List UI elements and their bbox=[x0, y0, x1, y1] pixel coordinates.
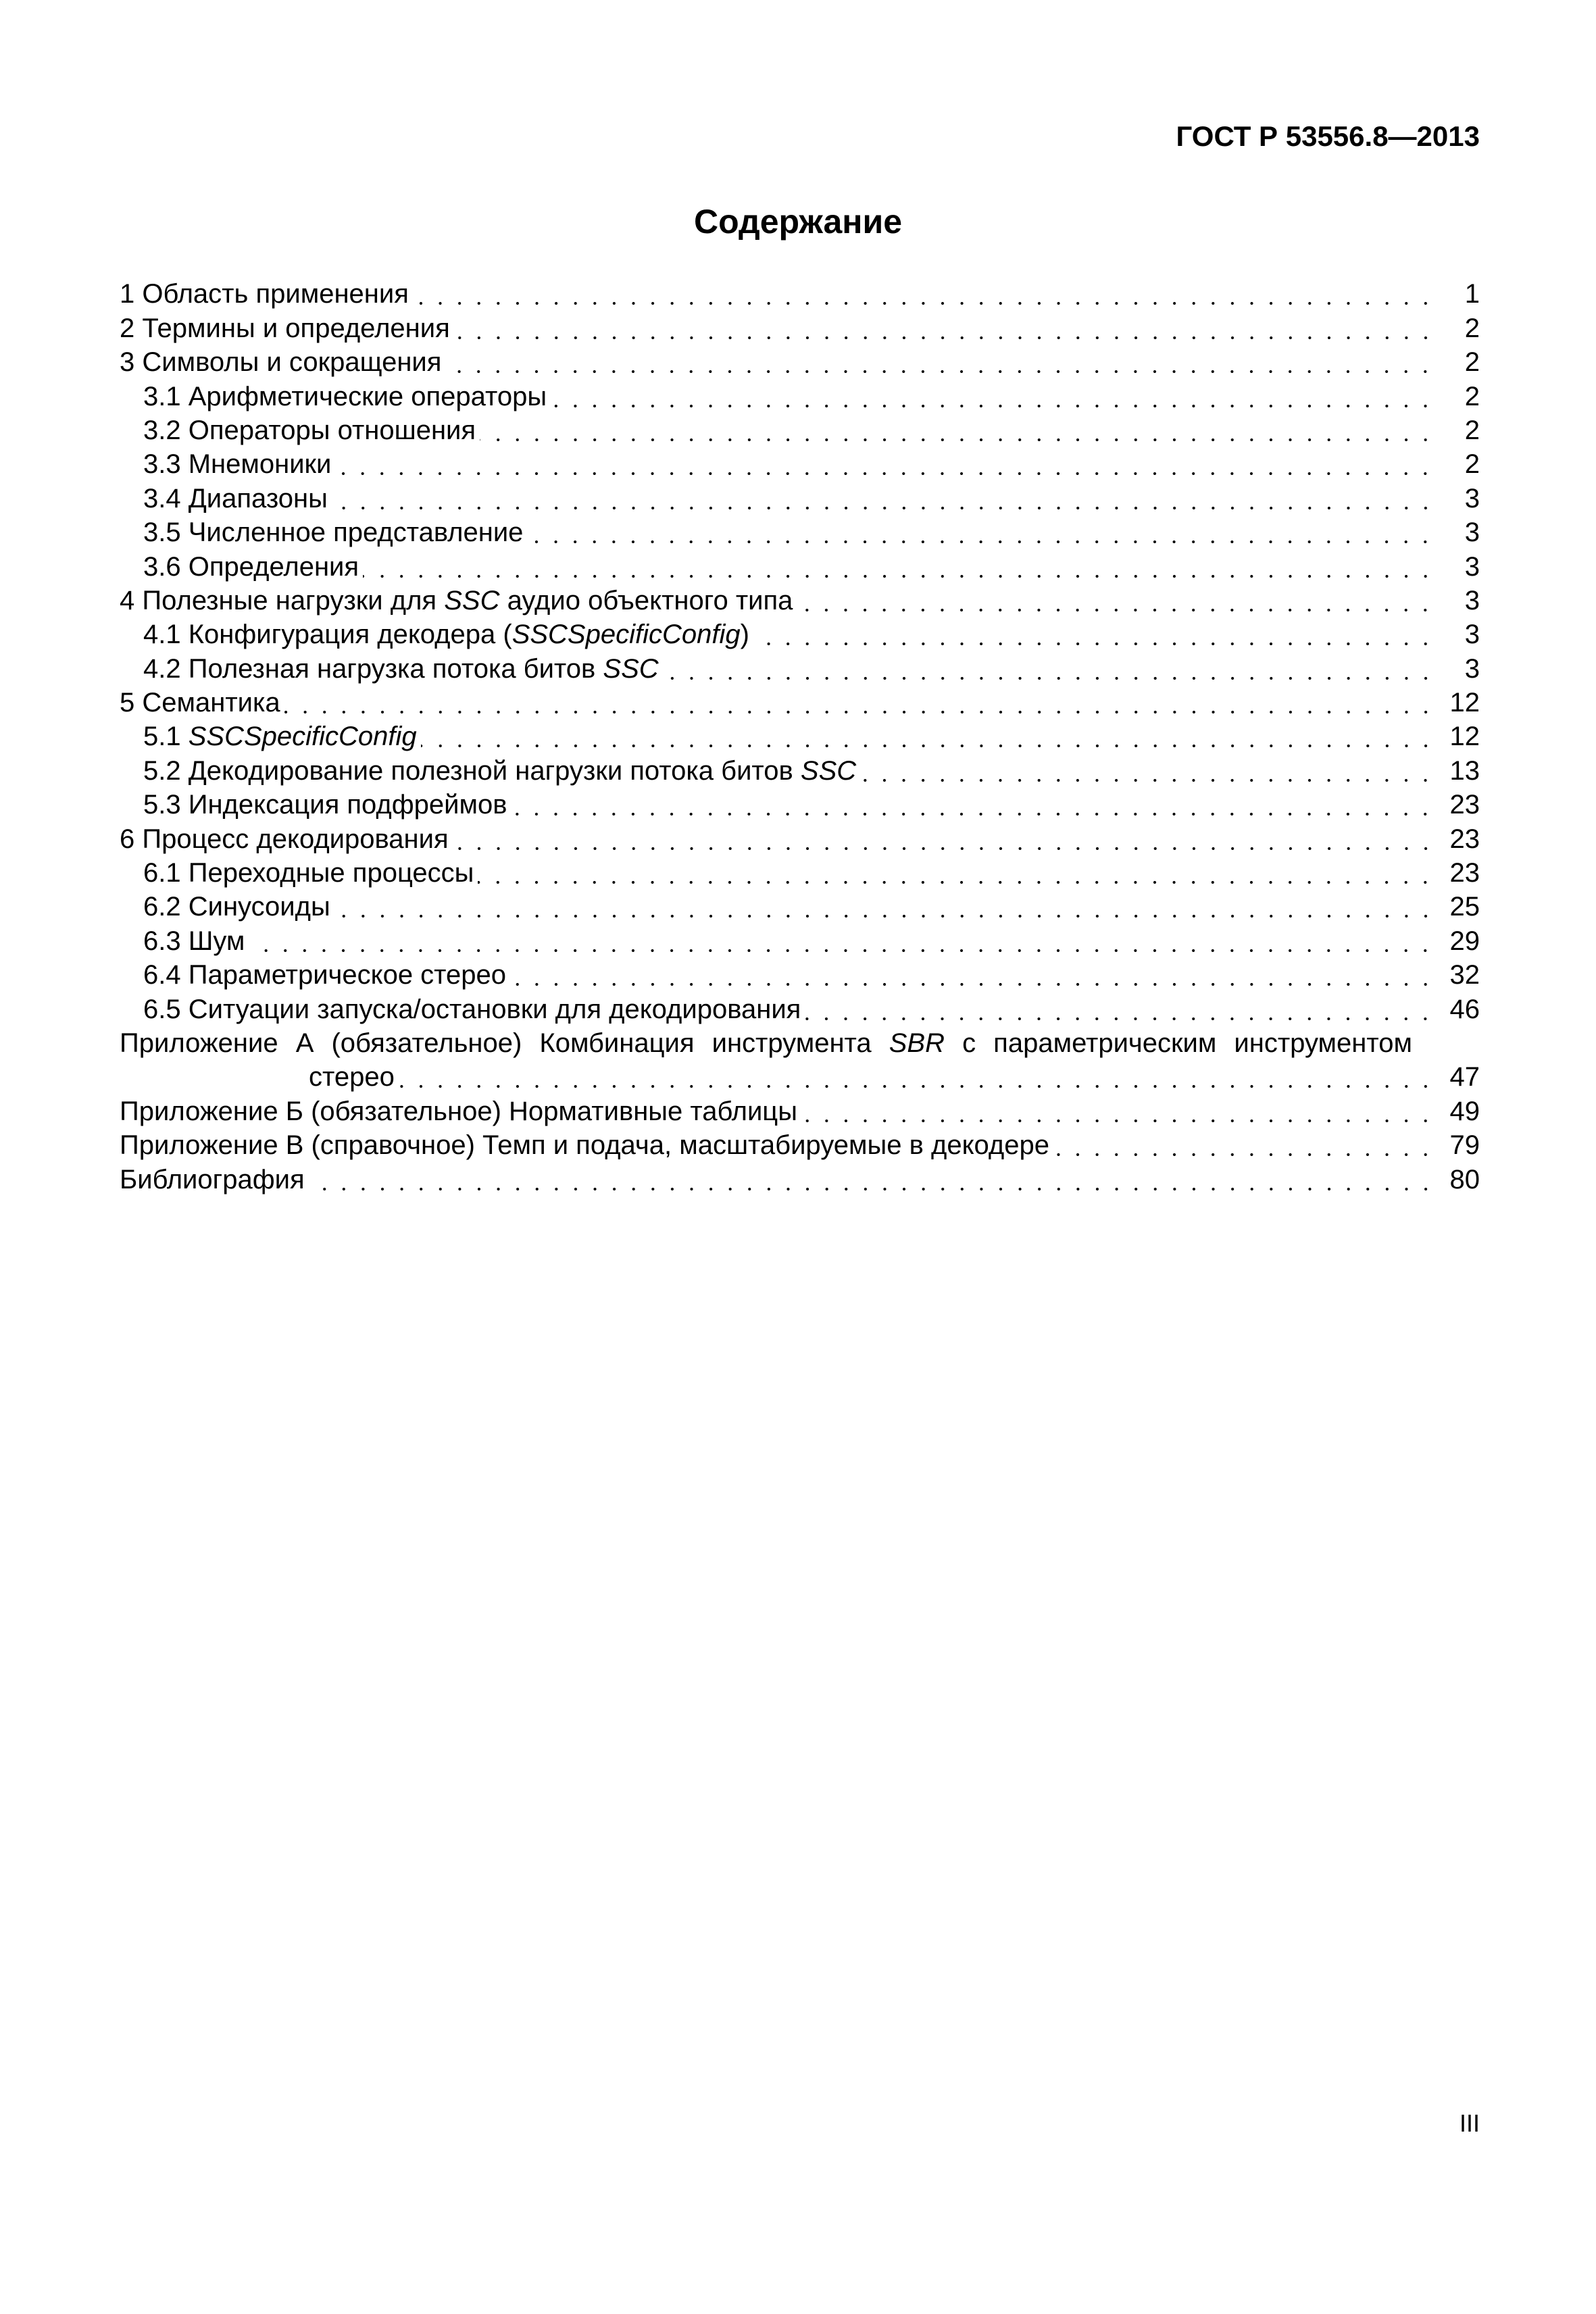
toc-entry-page: 2 bbox=[1464, 381, 1480, 411]
dot-leader bbox=[753, 618, 1435, 651]
dot-leader bbox=[249, 924, 1435, 958]
dot-leader bbox=[284, 686, 1435, 720]
dot-leader bbox=[797, 584, 1435, 618]
toc-entry-label: 3.2 Операторы отношения bbox=[143, 415, 476, 445]
toc-entry-page: 2 bbox=[1464, 449, 1480, 480]
toc-entry-page: 29 bbox=[1449, 926, 1480, 956]
toc-entry[interactable] bbox=[120, 618, 1480, 651]
toc-entry-page: 3 bbox=[1464, 585, 1480, 615]
dot-leader bbox=[480, 413, 1435, 447]
toc-entry[interactable] bbox=[120, 822, 1480, 855]
toc-entry-label: 6.4 Параметрическое стерео bbox=[143, 960, 507, 990]
toc-entry-page: 13 bbox=[1449, 755, 1480, 786]
toc-entry[interactable] bbox=[120, 720, 1480, 753]
toc-entry[interactable] bbox=[120, 481, 1480, 515]
standard-designation: ГОСТ Р 53556.8—2013 bbox=[1176, 120, 1480, 152]
toc-entry-label: 3 Символы и сокращения bbox=[120, 347, 442, 378]
toc-entry-page: 49 bbox=[1449, 1096, 1480, 1126]
toc-entry-label: Приложение А (обязательное) Комбинация инструмента SBR с параметрическим инструментом bbox=[120, 1028, 1412, 1058]
toc-entry[interactable] bbox=[120, 1162, 1480, 1196]
table-of-contents bbox=[120, 277, 1480, 1197]
toc-entry-page: 23 bbox=[1449, 858, 1480, 888]
dot-leader bbox=[527, 515, 1435, 549]
toc-entry-label: 3.6 Определения bbox=[143, 551, 359, 582]
toc-entry[interactable] bbox=[120, 345, 1480, 379]
dot-leader bbox=[551, 380, 1435, 413]
toc-entry-label: 5.3 Индексация подфреймов bbox=[143, 790, 507, 820]
toc-entry-label: 6.3 Шум bbox=[143, 926, 245, 956]
toc-entry-label: 5 Семантика bbox=[120, 688, 280, 718]
toc-entry[interactable] bbox=[120, 788, 1480, 822]
toc-entry-label: Библиография bbox=[120, 1164, 305, 1194]
toc-entry-label: 1 Область применения bbox=[120, 279, 409, 309]
dot-leader bbox=[453, 822, 1435, 856]
page-number: III bbox=[1459, 2109, 1480, 2137]
toc-entry[interactable] bbox=[120, 549, 1480, 583]
toc-entry-page: 3 bbox=[1464, 518, 1480, 548]
toc-entry-page: 3 bbox=[1464, 551, 1480, 582]
dot-leader bbox=[421, 720, 1435, 753]
dot-leader bbox=[478, 856, 1435, 890]
dot-leader bbox=[335, 447, 1435, 481]
toc-entry-page: 80 bbox=[1449, 1164, 1480, 1194]
toc-entry-label-continued: стерео bbox=[309, 1062, 395, 1092]
dot-leader bbox=[1053, 1128, 1435, 1162]
toc-entry[interactable] bbox=[120, 413, 1480, 447]
toc-entry-label: 6.5 Ситуации запуска/остановки для декодирования bbox=[143, 994, 801, 1024]
toc-entry-label: 6.2 Синусоиды bbox=[143, 892, 330, 922]
page-title: Содержание bbox=[693, 203, 903, 241]
toc-entry-page: 12 bbox=[1449, 722, 1480, 752]
toc-entry-label: 4 Полезные нагрузки для SSC аудио объектного типа bbox=[120, 585, 793, 615]
toc-entry[interactable] bbox=[120, 753, 1480, 787]
toc-entry-page: 25 bbox=[1449, 892, 1480, 922]
dot-leader bbox=[801, 1095, 1435, 1128]
toc-entry-label: 6.1 Переходные процессы bbox=[143, 858, 474, 888]
toc-entry-page: 46 bbox=[1449, 994, 1480, 1024]
toc-entry-page: 3 bbox=[1464, 483, 1480, 513]
toc-entry-label: 3.5 Численное представление bbox=[143, 518, 524, 548]
dot-leader bbox=[413, 277, 1435, 311]
toc-entries bbox=[120, 277, 1480, 1026]
toc-entry-label: 2 Термины и определения bbox=[120, 313, 450, 343]
toc-entry[interactable] bbox=[120, 924, 1480, 957]
toc-entry-label: 4.2 Полезная нагрузка потока битов SSC bbox=[143, 653, 659, 684]
toc-entry[interactable] bbox=[120, 1094, 1480, 1128]
toc-entry[interactable] bbox=[120, 379, 1480, 413]
toc-entry-label: Приложение В (справочное) Темп и подача, масштабируемые в декодере bbox=[120, 1130, 1049, 1161]
dot-leader bbox=[363, 550, 1435, 584]
dot-leader bbox=[510, 958, 1435, 992]
toc-entry-label: 3.1 Арифметические операторы bbox=[143, 381, 547, 411]
toc-entry[interactable] bbox=[120, 1128, 1480, 1162]
dot-leader bbox=[805, 992, 1435, 1026]
toc-entry-label: 4.1 Конфигурация декодера (SSCSpecificConfig) bbox=[143, 620, 749, 650]
toc-entry[interactable] bbox=[120, 890, 1480, 924]
toc-entry[interactable] bbox=[120, 584, 1480, 618]
toc-entry-page: 3 bbox=[1464, 653, 1480, 684]
toc-entry[interactable] bbox=[120, 686, 1480, 720]
toc-entry-page: 2 bbox=[1464, 415, 1480, 445]
toc-entry[interactable] bbox=[120, 958, 1480, 992]
dot-leader bbox=[332, 482, 1435, 515]
toc-entry-annex-a[interactable] bbox=[120, 1026, 1480, 1095]
toc-entry-label: 5.1 SSCSpecificConfig bbox=[143, 722, 417, 752]
toc-entry-page: 3 bbox=[1464, 620, 1480, 650]
toc-entry-page: 2 bbox=[1464, 347, 1480, 378]
toc-entry-page: 23 bbox=[1449, 824, 1480, 854]
toc-entry-label: 6 Процесс декодирования bbox=[120, 824, 449, 854]
toc-entry[interactable] bbox=[120, 447, 1480, 481]
toc-entry-label: 3.3 Мнемоники bbox=[143, 449, 332, 480]
dot-leader bbox=[511, 788, 1435, 822]
dot-leader bbox=[445, 345, 1435, 379]
toc-entry-page: 79 bbox=[1449, 1130, 1480, 1161]
toc-entry-label: 3.4 Диапазоны bbox=[143, 483, 328, 513]
dot-leader bbox=[663, 652, 1435, 686]
toc-entry-label: 5.2 Декодирование полезной нагрузки потока битов SSC bbox=[143, 755, 857, 786]
toc-entry[interactable] bbox=[120, 856, 1480, 890]
toc-entry-page: 12 bbox=[1449, 688, 1480, 718]
dot-leader bbox=[334, 890, 1435, 924]
dot-leader bbox=[454, 311, 1435, 345]
toc-entries-tail bbox=[120, 1094, 1480, 1196]
toc-entry-page: 47 bbox=[1449, 1062, 1480, 1092]
toc-entry[interactable] bbox=[120, 992, 1480, 1026]
toc-entry-page: 23 bbox=[1449, 790, 1480, 820]
toc-entry[interactable] bbox=[120, 515, 1480, 549]
toc-entry-page: 32 bbox=[1449, 960, 1480, 990]
dot-leader bbox=[860, 754, 1435, 788]
toc-entry-page: 2 bbox=[1464, 313, 1480, 343]
toc-entry[interactable] bbox=[120, 277, 1480, 311]
toc-entry[interactable] bbox=[120, 311, 1480, 345]
toc-entry-page: 1 bbox=[1464, 279, 1480, 309]
toc-entry-label: Приложение Б (обязательное) Нормативные таблицы bbox=[120, 1096, 797, 1126]
dot-leader bbox=[309, 1163, 1435, 1197]
dot-leader bbox=[399, 1060, 1435, 1094]
toc-entry[interactable] bbox=[120, 651, 1480, 685]
